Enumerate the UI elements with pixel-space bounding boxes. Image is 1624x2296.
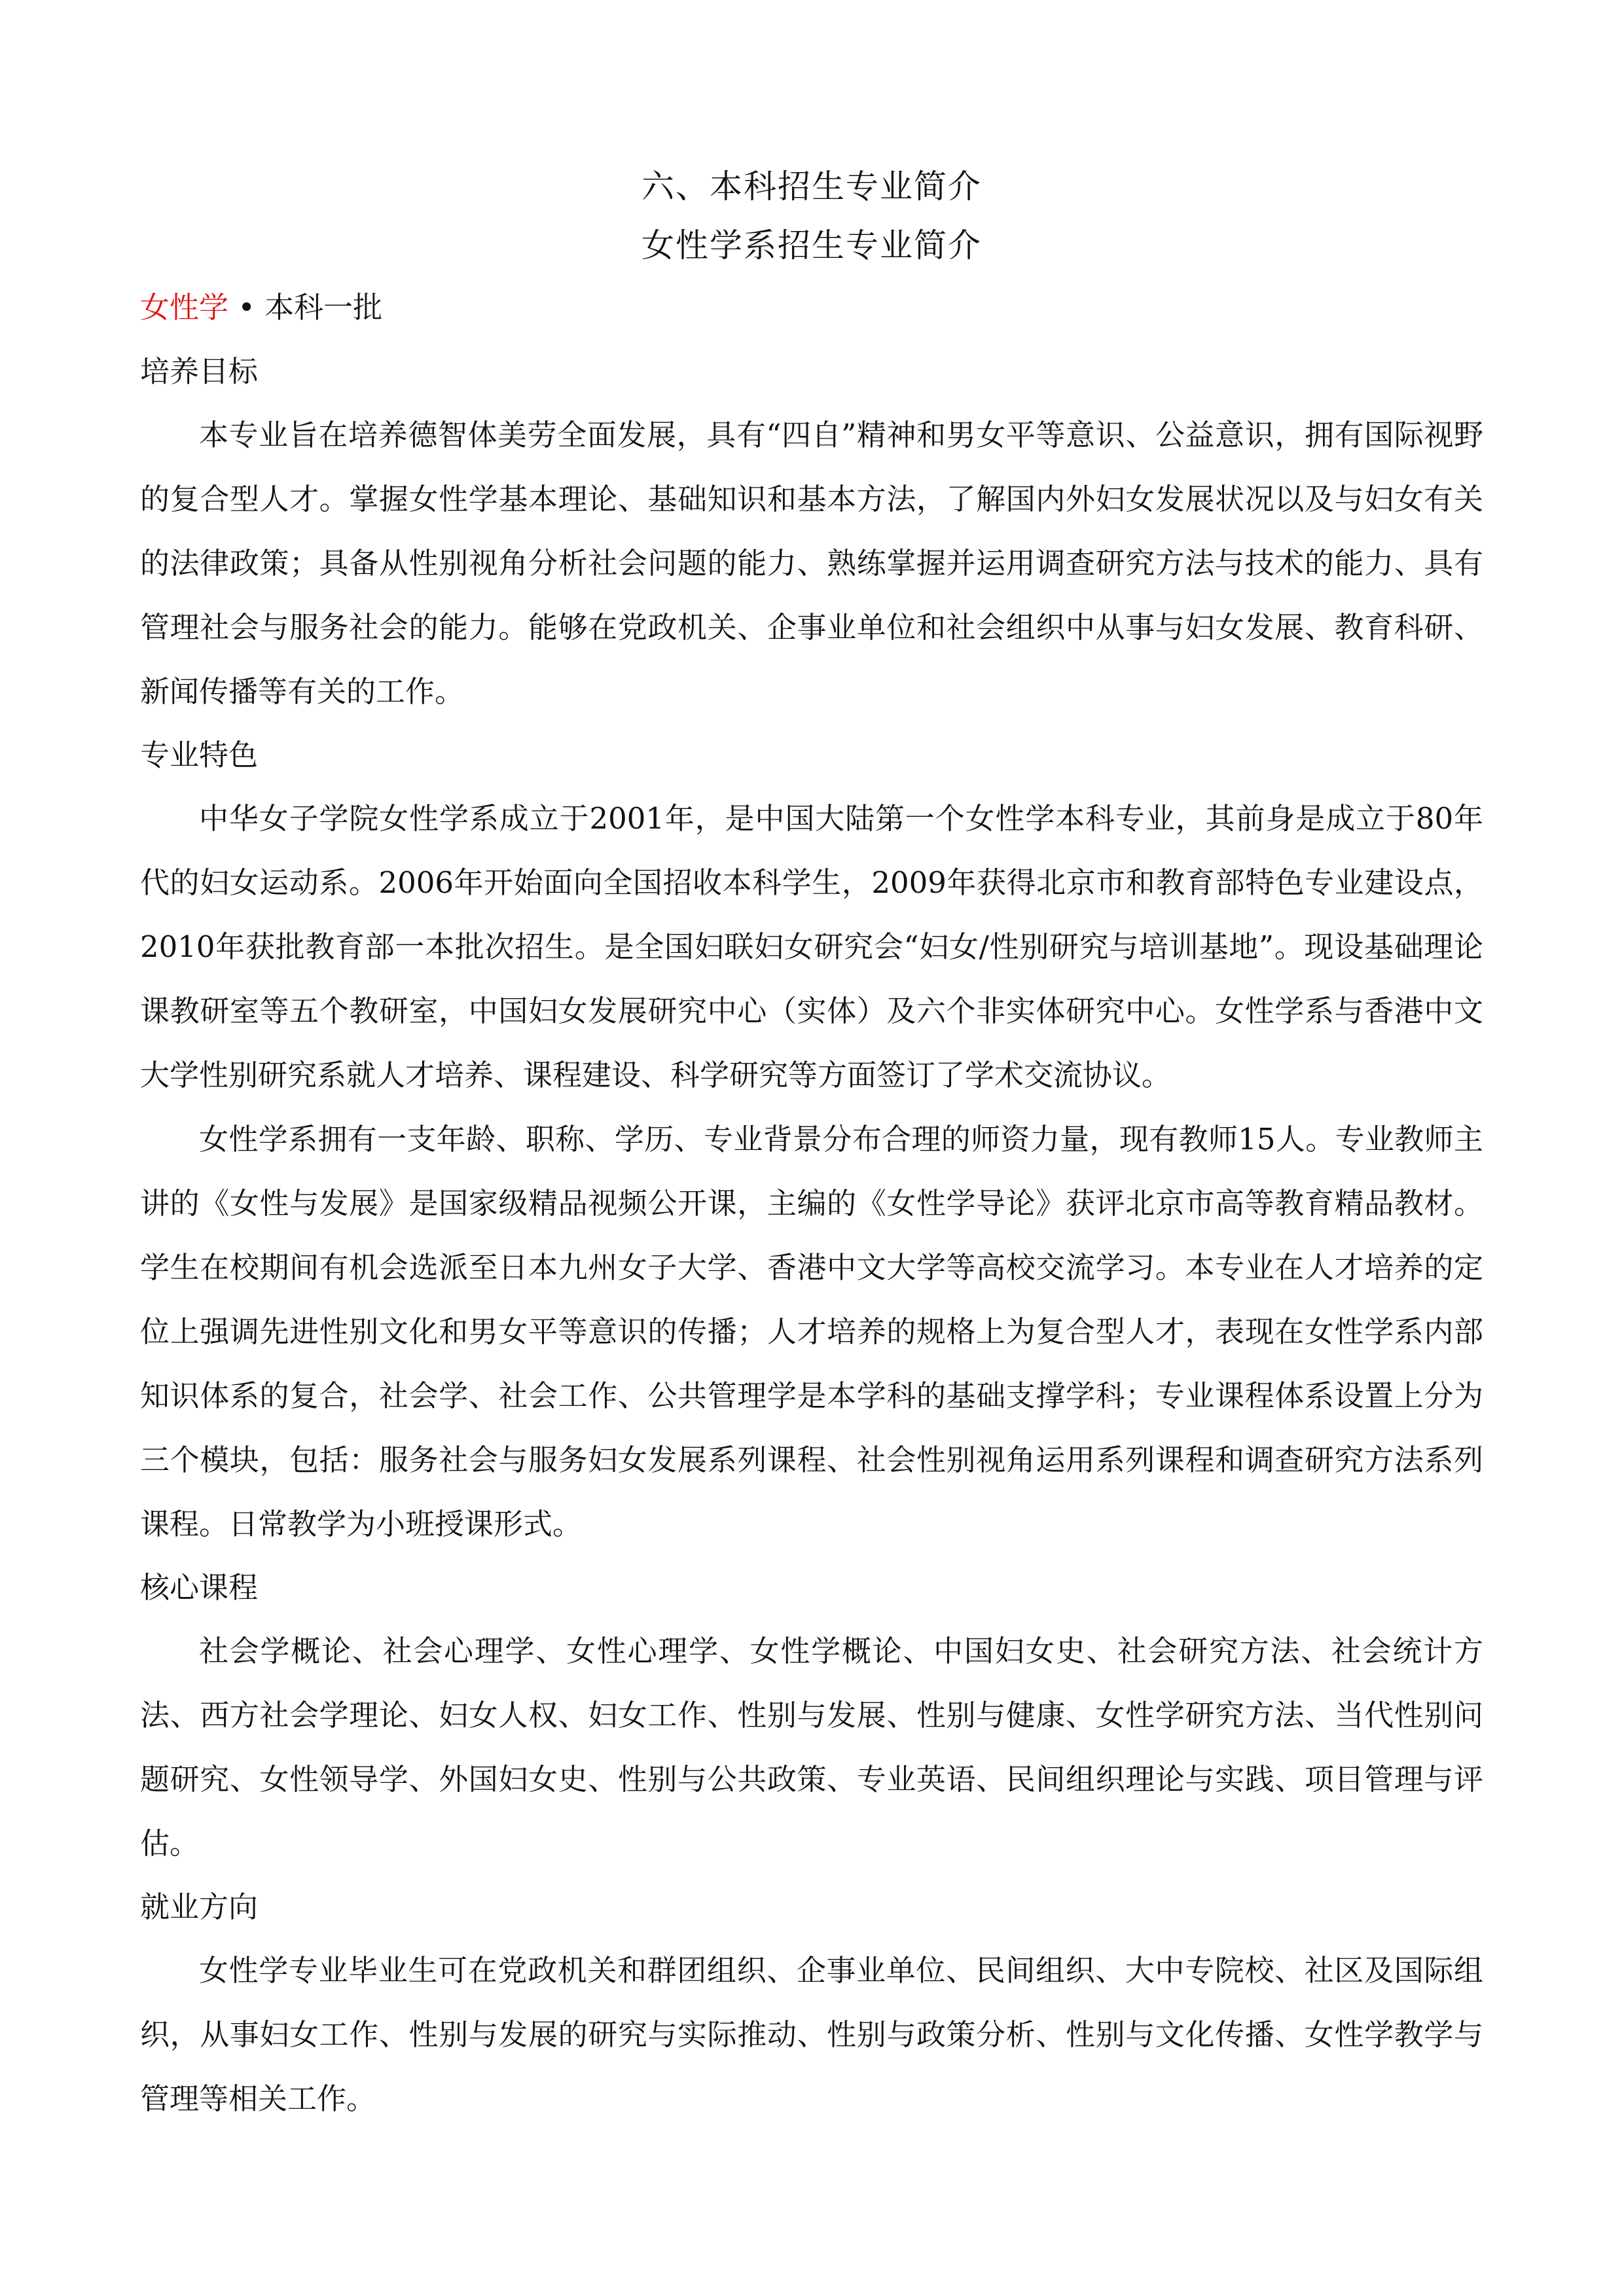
section-heading-goal: 培养目标 <box>140 354 259 389</box>
goal-paragraph: 本专业旨在培养德智体美劳全面发展，具有“四自”精神和男女平等意识、公益意识，拥有国际视野的复合型人才。掌握女性学基本理论、基础知识和基本方法，了解国内外妇女发展状况以及与妇女有关的法律政策；具备从性别视角分析社会问题的能力、熟练掌握并运用调查研究方法与技术的能力、具有管理社会与服务社会的能力。能够在党政机关、企事业单位和社会组织中从事与妇女发展、教育科研、新闻传播等有关的工作。 <box>140 418 1483 709</box>
features-paragraph-1: 中华女子学院女性学系成立于2001年，是中国大陆第一个女性学本科专业，其前身是成立于80年代的妇女运动系。2006年开始面向全国招收本科学生，2009年获得北京市和教育部特色专业建设点，2010年获批教育部一本批次招生。是全国妇联妇女研究会“妇女/性别研究与培训基地”。现设基础理论课教研室等五个教研室，中国妇女发展研究中心（实体）及六个非实体研究中心。女性学系与香港中文大学性别研究系就人才培养、课程建设、科学研究等方面签订了学术交流协议。 <box>140 801 1483 1092</box>
section-heading-features: 专业特色 <box>140 738 259 772</box>
major-batch: 本科一批 <box>264 290 383 325</box>
document-page <box>140 157 1483 2131</box>
employment-paragraph: 女性学专业毕业生可在党政机关和群团组织、企事业单位、民间组织、大中专院校、社区及国际组织，从事妇女工作、性别与发展的研究与实际推动、性别与政策分析、性别与文化传播、女性学教学与管理等相关工作。 <box>140 1953 1483 2116</box>
features-paragraph-2: 女性学系拥有一支年龄、职称、学历、专业背景分布合理的师资力量，现有教师15人。专业教师主讲的《女性与发展》是国家级精品视频公开课，主编的《女性学导论》获评北京市高等教育精品教材。学生在校期间有机会选派至日本九州女子大学、香港中文大学等高校交流学习。本专业在人才培养的定位上强调先进性别文化和男女平等意识的传播；人才培养的规格上为复合型人才，表现在女性学系内部知识体系的复合，社会学、社会工作、公共管理学是本学科的基础支撑学科；专业课程体系设置上分为三个模块，包括：服务社会与服务妇女发展系列课程、社会性别视角运用系列课程和调查研究方法系列课程。日常教学为小班授课形式。 <box>140 1122 1483 1541</box>
section-heading-employment: 就业方向 <box>140 1890 259 1924</box>
major-separator: • <box>228 290 265 325</box>
page-title: 六、本科招生专业简介 <box>641 168 982 206</box>
major-line <box>140 275 1483 340</box>
section-heading-courses: 核心课程 <box>140 1570 259 1605</box>
courses-paragraph: 社会学概论、社会心理学、女性心理学、女性学概论、中国妇女史、社会研究方法、社会统计方法、西方社会学理论、妇女人权、妇女工作、性别与发展、性别与健康、女性学研究方法、当代性别问题研究、女性领导学、外国妇女史、性别与公共政策、专业英语、民间组织理论与实践、项目管理与评估。 <box>140 1634 1483 1861</box>
major-name: 女性学 <box>140 290 229 325</box>
page-subtitle: 女性学系招生专业简介 <box>641 226 982 264</box>
